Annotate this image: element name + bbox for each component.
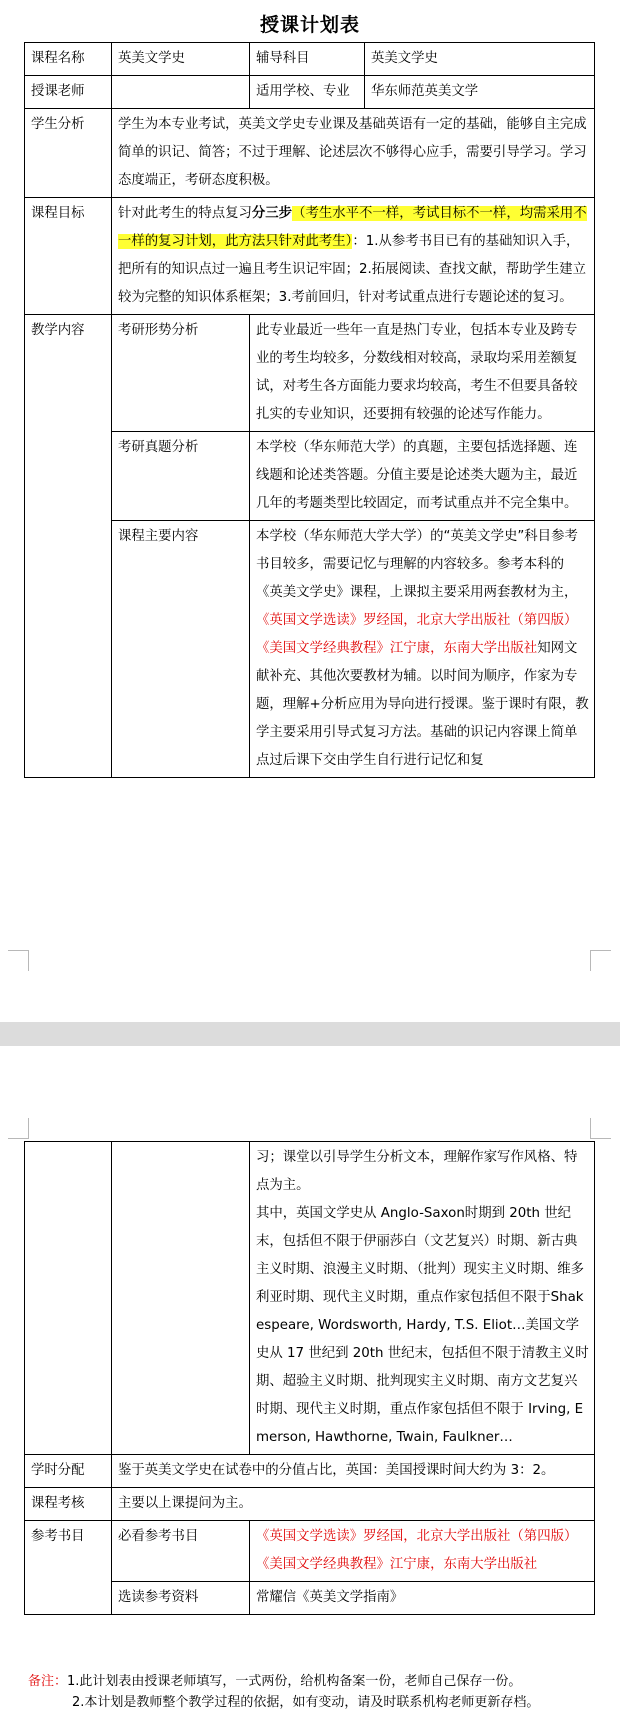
required-books-label: 必看参考书目	[112, 1521, 250, 1582]
main-content-text-c: 习；课堂以引导学生分析文本，理解作家写作风格、特点为主。	[256, 1150, 578, 1193]
footnote	[28, 1671, 598, 1713]
required-books	[250, 1521, 595, 1582]
main-content-text-a: 本学校（华东师范大学大学）的“英美文学史”科目参考书目较多，需要记忆与理解的内容较多。参考本科的《英美文学史》课程，上课拟主要采用两套教材为主，	[256, 529, 578, 600]
goal-label: 课程目标	[25, 198, 112, 315]
table-row	[25, 1488, 595, 1521]
content-label-continued	[25, 1142, 112, 1455]
page-title: 授课计划表	[259, 14, 360, 36]
content-row-text: 本学校（华东师范大学）的真题，主要包括选择题、连线题和论述类答题。分值主要是论述类大题为主，最近几年的考题类型比较固定，而考试重点并不完全集中。	[250, 432, 595, 521]
books-label: 参考书目	[25, 1521, 112, 1615]
footnote-label: 备注：	[28, 1674, 68, 1689]
table-row	[25, 315, 595, 432]
school-value: 华东师范英美文学	[365, 76, 595, 109]
goal-text	[112, 198, 595, 315]
analysis-label: 学生分析	[25, 109, 112, 198]
required-book-1: 《英国文学选读》罗经国，北京大学出版社（第四版）	[256, 1529, 578, 1544]
crop-mark	[590, 1118, 611, 1139]
table-row	[25, 1521, 595, 1582]
table-row	[25, 43, 595, 76]
plan-table-part-1	[24, 42, 595, 778]
content-row-label: 考研形势分析	[112, 315, 250, 432]
hours-label: 学时分配	[25, 1455, 112, 1488]
content-row-label: 课程主要内容	[112, 521, 250, 778]
content-row-text	[250, 521, 595, 778]
table-row	[25, 109, 595, 198]
subject-value: 英美文学史	[365, 43, 595, 76]
assessment-label: 课程考核	[25, 1488, 112, 1521]
crop-mark	[8, 1118, 29, 1139]
content-row-text	[250, 1142, 595, 1455]
page-gap	[0, 1022, 620, 1046]
course-name-value: 英美文学史	[112, 43, 250, 76]
crop-mark	[8, 950, 29, 971]
required-book-2: 《美国文学经典教程》江宁康，东南大学出版社	[256, 1557, 538, 1572]
optional-books-value: 常耀信《英美文学指南》	[250, 1582, 595, 1615]
crop-mark	[590, 950, 611, 971]
footnote-line-1	[28, 1671, 598, 1692]
table-row	[25, 1142, 595, 1455]
content-label: 教学内容	[25, 315, 112, 778]
goal-intro: 针对此考生的特点复习	[118, 206, 252, 221]
table-row	[25, 198, 595, 315]
main-content-books-red: 《英国文学选读》罗经国，北京大学出版社（第四版）《美国文学经典教程》江宁康，东南大学出版社	[256, 613, 578, 656]
goal-highlight: （考生水平不一样，考试目标不一样，均需采用不一样的复习计划，此方法只针对此考生）	[118, 206, 587, 249]
school-label: 适用学校、专业	[250, 76, 365, 109]
optional-books-label: 选读参考资料	[112, 1582, 250, 1615]
plan-table-part-2	[24, 1141, 595, 1615]
teacher-label: 授课老师	[25, 76, 112, 109]
footnote-text-1: 1.此计划表由授课老师填写，一式两份，给机构备案一份，老师自己保存一份。	[67, 1674, 522, 1689]
table-row	[25, 1455, 595, 1488]
content-row-text: 此专业最近一些年一直是热门专业，包括本专业及跨专业的考生均较多，分数线相对较高，录取均采用差额复试，对考生各方面能力要求均较高，考生不但要具备较扎实的专业知识，还要拥有较强的论述写作能力。	[250, 315, 595, 432]
analysis-text: 学生为本专业考试，英美文学史专业课及基础英语有一定的基础，能够自主完成简单的识记、简答；不过于理解、论述层次不够得心应手，需要引导学习。学习态度端正，考研态度积极。	[112, 109, 595, 198]
table-row	[25, 76, 595, 109]
hours-text: 鉴于英美文学史在试卷中的分值占比，英国：美国授课时间大约为 3：2。	[112, 1455, 595, 1488]
content-row-label: 考研真题分析	[112, 432, 250, 521]
main-content-text-d: 其中，英国文学史从 Anglo-Saxon时期到 20th 世纪末，包括但不限于伊丽莎白（文艺复兴）时期、新古典主义时期、浪漫主义时期、（批判）现实主义时期、维多利亚时期、现代主义时期，重点作家包括但不限于Shakespeare, Wordsworth, Hardy, T.S. Eliot…美国文学史从 17 世纪到 20th 世纪末，包括但不限于清教主义时期、超验主义时期、批判现实主义时期、南方文艺复兴时期、现代主义时期，重点作家包括但不限于 Irving, Emerson, Hawthorne, Twain, Faulkner…	[256, 1206, 589, 1445]
teacher-value	[112, 76, 250, 109]
footnote-line-2: 2.本计划是教师整个教学过程的依据，如有变动，请及时联系机构老师更新存档。	[72, 1695, 540, 1710]
goal-rest: ：1.从参考书目已有的基础知识入手，把所有的知识点过一遍且考生识记牢固；2.拓展阅读、查找文献，帮助学生建立较为完整的知识体系框架；3.考前回归，针对考试重点进行专题论述的复习。	[118, 234, 587, 305]
goal-bold: 分三步	[251, 206, 293, 221]
content-row-label-continued	[112, 1142, 250, 1455]
assessment-text: 主要以上课提问为主。	[112, 1488, 595, 1521]
course-name-label: 课程名称	[25, 43, 112, 76]
subject-label: 辅导科目	[250, 43, 365, 76]
main-content-text-b: 知网文献补充、其他次要教材为辅。以时间为顺序，作家为专题，理解+分析应用为导向进行授课。鉴于课时有限，教学主要采用引导式复习方法。基础的识记内容课上简单点过后课下交由学生自行进行记忆和复	[256, 641, 589, 768]
